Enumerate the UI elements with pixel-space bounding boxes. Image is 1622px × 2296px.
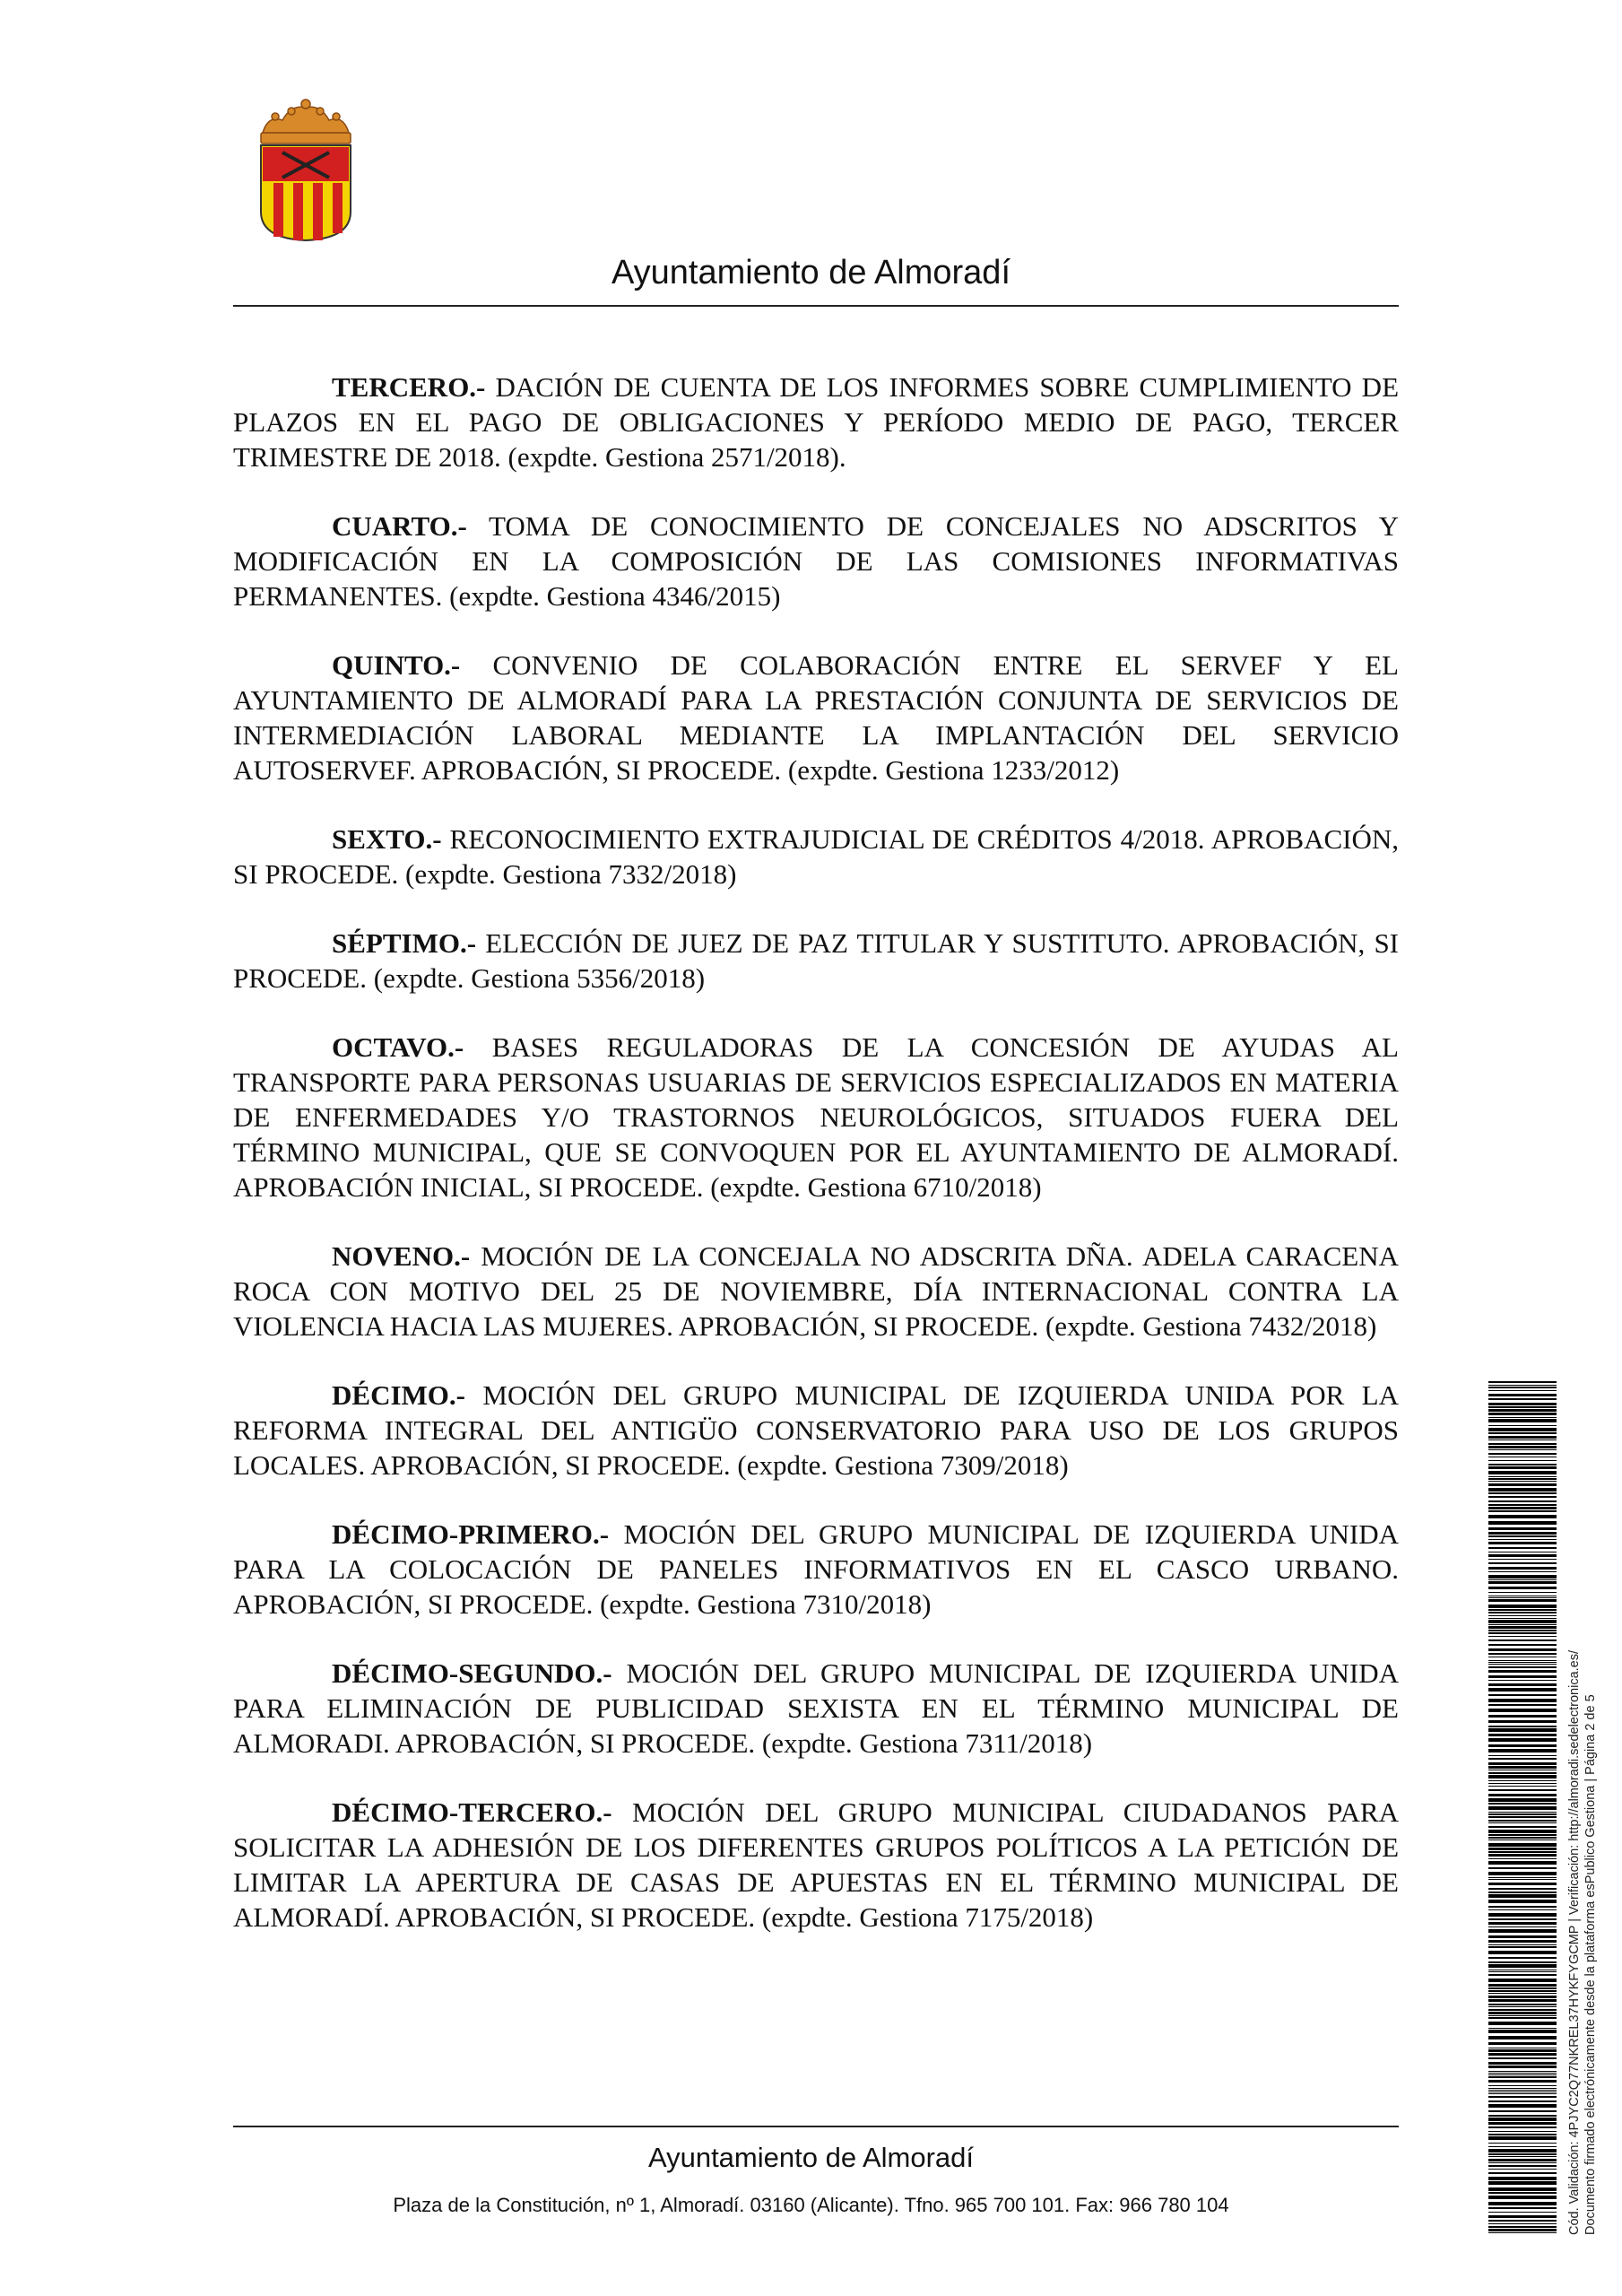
footer-address: Plaza de la Constitución, nº 1, Almoradí. 03160 (Alicante). Tfno. 965 700 101. Fax: 966 780 104 (393, 2194, 1229, 2216)
item-label: SEXTO.- (332, 823, 442, 855)
agenda-item-septimo (233, 926, 1399, 996)
item-label: DÉCIMO-PRIMERO.- (332, 1518, 610, 1550)
agenda-item-tercero (233, 370, 1399, 474)
agenda-item-sexto (233, 822, 1399, 891)
item-label: CUARTO.- (332, 510, 467, 542)
agenda-item-noveno (233, 1239, 1399, 1344)
agenda-item-octavo (233, 1030, 1399, 1205)
item-text: TOMA DE CONOCIMIENTO DE CONCEJALES NO ADSCRITOS Y MODIFICACIÓN EN LA COMPOSICIÓN DE LAS COMISIONES INFORMATIVAS PERMANENTES. (expdte. Gestiona 4346/2015) (233, 510, 1399, 612)
agenda-item-quinto (233, 648, 1399, 787)
agenda-list (233, 370, 1399, 1969)
item-text: RECONOCIMIENTO EXTRAJUDICIAL DE CRÉDITOS 4/2018. APROBACIÓN, SI PROCEDE. (expdte. Gestiona 7332/2018) (233, 823, 1400, 890)
item-label: NOVENO.- (332, 1240, 471, 1272)
footer-divider (233, 2126, 1399, 2127)
agenda-item-decimo-primero (233, 1517, 1399, 1622)
item-label: QUINTO.- (332, 649, 461, 681)
validation-line: Cód. Validación: 4PJYC2Q77NKREL37HYKFYGCMP | Verificación: http://almoradi.sedelectronica.es/ (1567, 1649, 1582, 2235)
header-title: Ayuntamiento de Almoradí (611, 254, 1010, 291)
validation-text-block (1566, 1500, 1602, 2235)
item-text: BASES REGULADORAS DE LA CONCESIÓN DE AYUDAS AL TRANSPORTE PARA PERSONAS USUARIAS DE SERVICIOS ESPECIALIZADOS EN MATERIA DE ENFERMEDADES Y/O TRASTORNOS NEUROLÓGICOS, SITUADOS FUERA DEL TÉRMINO MUNICIPAL, QUE SE CONVOQUEN POR EL AYUNTAMIENTO DE ALMORADÍ. APROBACIÓN INICIAL, SI PROCEDE. (expdte. Gestiona 6710/2018) (233, 1031, 1399, 1203)
item-text: ELECCIÓN DE JUEZ DE PAZ TITULAR Y SUSTITUTO. APROBACIÓN, SI PROCEDE. (expdte. Gestiona 5356/2018) (233, 927, 1400, 994)
agenda-item-decimo-tercero (233, 1795, 1399, 1935)
item-label: DÉCIMO-SEGUNDO.- (332, 1657, 612, 1689)
item-text: MOCIÓN DEL GRUPO MUNICIPAL DE IZQUIERDA UNIDA PARA ELIMINACIÓN DE PUBLICIDAD SEXISTA EN EL TÉRMINO MUNICIPAL DE ALMORADI. APROBACIÓN, SI PROCEDE. (expdte. Gestiona 7311/2018) (233, 1657, 1400, 1759)
item-text: MOCIÓN DE LA CONCEJALA NO ADSCRITA DÑA. ADELA CARACENA ROCA CON MOTIVO DEL 25 DE NOVIEMBRE, DÍA INTERNACIONAL CONTRA LA VIOLENCIA HACIA LAS MUJERES. APROBACIÓN, SI PROCEDE. (expdte. Gestiona 7432/2018) (233, 1240, 1400, 1342)
item-text: DACIÓN DE CUENTA DE LOS INFORMES SOBRE CUMPLIMIENTO DE PLAZOS EN EL PAGO DE OBLIGACIONES Y PERÍODO MEDIO DE PAGO, TERCER TRIMESTRE DE 2018. (expdte. Gestiona 2571/2018). (233, 371, 1400, 473)
signature-line: Documento firmado electrónicamente desde la plataforma esPublico Gestiona | Página 2 de 5 (1583, 1694, 1598, 2235)
item-label: SÉPTIMO.- (332, 927, 477, 959)
item-text: MOCIÓN DEL GRUPO MUNICIPAL CIUDADANOS PARA SOLICITAR LA ADHESIÓN DE LOS DIFERENTES GRUPOS POLÍTICOS A LA PETICIÓN DE LIMITAR LA APERTURA DE CASAS DE APUESTAS EN EL TÉRMINO MUNICIPAL DE ALMORADÍ. APROBACIÓN, SI PROCEDE. (expdte. Gestiona 7175/2018) (233, 1796, 1400, 1933)
item-text: MOCIÓN DEL GRUPO MUNICIPAL DE IZQUIERDA UNIDA POR LA REFORMA INTEGRAL DEL ANTIGÜO CONSERVATORIO PARA USO DE LOS GRUPOS LOCALES. APROBACIÓN, SI PROCEDE. (expdte. Gestiona 7309/2018) (233, 1379, 1399, 1481)
item-label: DÉCIMO.- (332, 1379, 465, 1411)
agenda-item-cuarto (233, 509, 1399, 613)
item-text: MOCIÓN DEL GRUPO MUNICIPAL DE IZQUIERDA UNIDA PARA LA COLOCACIÓN DE PANELES INFORMATIVOS EN EL CASCO URBANO. APROBACIÓN, SI PROCEDE. (expdte. Gestiona 7310/2018) (233, 1518, 1399, 1620)
barcode-icon (1488, 1381, 1557, 2238)
item-label: DÉCIMO-TERCERO.- (332, 1796, 612, 1828)
footer-title: Ayuntamiento de Almoradí (647, 2142, 975, 2173)
coat-of-arms-icon (256, 99, 356, 242)
header-divider (233, 305, 1399, 307)
item-text: CONVENIO DE COLABORACIÓN ENTRE EL SERVEF Y EL AYUNTAMIENTO DE ALMORADÍ PARA LA PRESTACIÓN CONJUNTA DE SERVICIOS DE INTERMEDIACIÓN LABORAL MEDIANTE LA IMPLANTACIÓN DEL SERVICIO AUTOSERVEF. APROBACIÓN, SI PROCEDE. (expdte. Gestiona 1233/2012) (233, 649, 1399, 786)
item-label: OCTAVO.- (332, 1031, 464, 1063)
agenda-item-decimo (233, 1378, 1399, 1483)
agenda-item-decimo-segundo (233, 1656, 1399, 1761)
item-label: TERCERO.- (332, 371, 486, 403)
